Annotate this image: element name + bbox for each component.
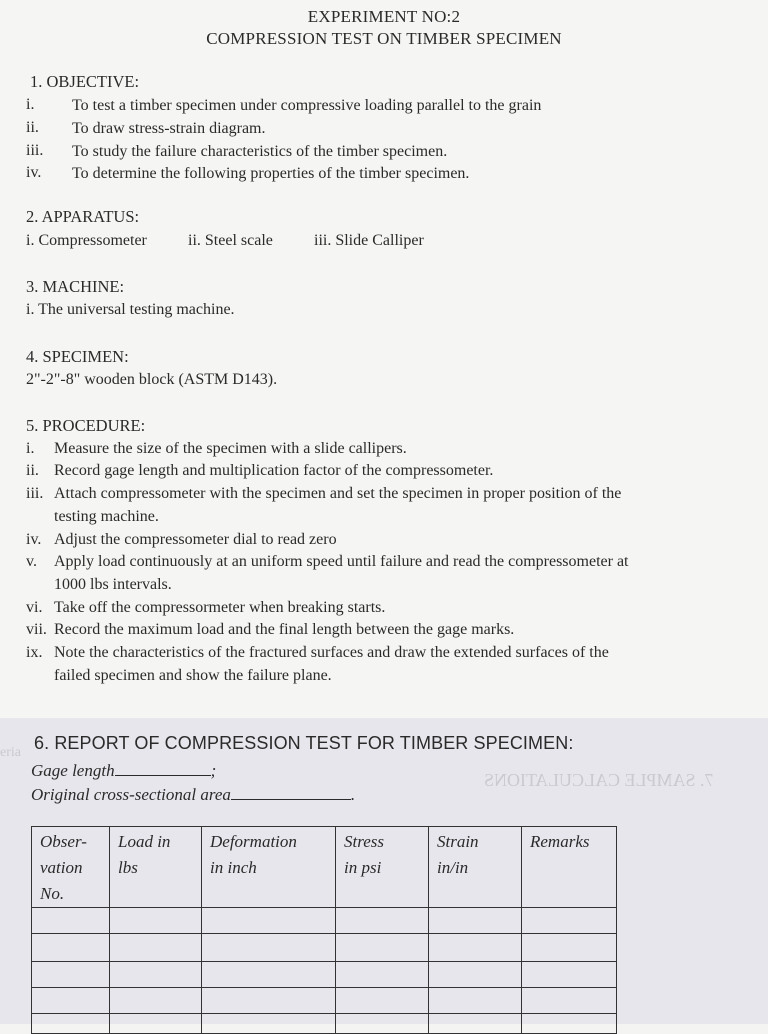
table-cell[interactable] <box>336 988 429 1014</box>
objective-item-number: iv. <box>26 164 42 181</box>
gage-length-label: Gage length <box>31 761 115 780</box>
header-line: Remarks <box>530 832 590 851</box>
apparatus-item: ii. Steel scale <box>188 232 273 249</box>
table-cell[interactable] <box>522 962 617 988</box>
procedure-step-text: Measure the size of the specimen with a slide callipers. <box>54 440 407 457</box>
header-line: Load in <box>118 832 171 851</box>
header-line: vation <box>40 858 83 877</box>
procedure-step-number: ix. <box>26 644 43 661</box>
table-cell[interactable] <box>202 988 336 1014</box>
table-cell[interactable] <box>110 962 202 988</box>
bleed-through-text: eria <box>0 745 21 760</box>
header-line: Strain <box>437 832 479 851</box>
table-header-row <box>32 827 617 908</box>
table-row <box>32 962 617 988</box>
objective-item-text: To test a timber specimen under compressive loading parallel to the grain <box>72 97 542 114</box>
procedure-step-number: ii. <box>26 462 39 479</box>
table-cell[interactable] <box>336 934 429 962</box>
table-cell[interactable] <box>429 934 522 962</box>
table-cell[interactable] <box>32 962 110 988</box>
report-heading: 6. REPORT OF COMPRESSION TEST FOR TIMBER SPECIMEN: <box>34 733 574 753</box>
procedure-step-text: Take off the compressormeter when breaking starts. <box>54 599 386 616</box>
objective-item-text: To determine the following properties of the timber specimen. <box>72 165 470 182</box>
procedure-step-text: Attach compressometer with the specimen and set the specimen in proper position of the <box>54 485 622 502</box>
table-row <box>32 934 617 962</box>
apparatus-item: iii. Slide Calliper <box>314 232 424 249</box>
objective-heading: 1. OBJECTIVE: <box>30 72 140 91</box>
table-cell[interactable] <box>429 962 522 988</box>
header-strain <box>429 827 522 908</box>
procedure-step-text: Adjust the compressometer dial to read zero <box>54 531 337 548</box>
gage-length-suffix: ; <box>210 761 217 780</box>
procedure-step-text-continued: testing machine. <box>54 508 159 525</box>
header-observation-no <box>32 827 110 908</box>
procedure-step-number: v. <box>26 553 37 570</box>
apparatus-heading: 2. APPARATUS: <box>26 207 140 226</box>
header-line: lbs <box>118 858 138 877</box>
table-cell[interactable] <box>202 962 336 988</box>
apparatus-item: i. Compressometer <box>26 232 147 249</box>
table-cell[interactable] <box>110 934 202 962</box>
objective-item-text: To study the failure characteristics of the timber specimen. <box>72 143 448 160</box>
specimen-item: 2"-2"-8" wooden block (ASTM D143). <box>26 371 278 388</box>
experiment-title: COMPRESSION TEST ON TIMBER SPECIMEN <box>206 29 562 48</box>
experiment-number: EXPERIMENT NO:2 <box>307 7 461 26</box>
objective-item-number: ii. <box>26 119 39 136</box>
cross-section-area-label: Original cross-sectional area <box>31 785 231 804</box>
header-remarks <box>522 827 617 908</box>
table-cell[interactable] <box>202 908 336 934</box>
procedure-step-number: i. <box>26 440 35 457</box>
procedure-step-number: iii. <box>26 485 44 502</box>
procedure-step-text: Record gage length and multiplication factor of the compressometer. <box>54 462 494 479</box>
procedure-step-text-continued: failed specimen and show the failure plane. <box>54 667 332 684</box>
header-line: Obser- <box>40 832 87 851</box>
header-line: Deformation <box>210 832 297 851</box>
table-cell[interactable] <box>110 988 202 1014</box>
table-cell[interactable] <box>522 988 617 1014</box>
table-cell[interactable] <box>429 908 522 934</box>
table-cell[interactable] <box>429 988 522 1014</box>
cross-section-area-line <box>31 785 355 805</box>
procedure-step-number: vii. <box>26 621 47 638</box>
procedure-heading: 5. PROCEDURE: <box>26 416 146 435</box>
header-line: in inch <box>210 858 257 877</box>
table-row <box>32 988 617 1014</box>
table-cell[interactable] <box>522 908 617 934</box>
machine-heading: 3. MACHINE: <box>26 277 125 296</box>
procedure-step-text: Record the maximum load and the final length between the gage marks. <box>54 621 515 638</box>
table-cell[interactable] <box>32 934 110 962</box>
header-line: in/in <box>437 858 469 877</box>
header-line: Stress <box>344 832 384 851</box>
procedure-step-text: Apply load continuously at an uniform speed until failure and read the compressometer at <box>54 553 629 570</box>
objective-item-number: iii. <box>26 142 44 159</box>
report-table <box>31 826 617 1034</box>
specimen-heading: 4. SPECIMEN: <box>26 347 129 366</box>
cross-section-area-blank[interactable] <box>231 785 351 800</box>
header-line: in psi <box>344 858 382 877</box>
table-cell[interactable] <box>32 908 110 934</box>
procedure-step-text-continued: 1000 lbs intervals. <box>54 576 172 593</box>
gage-length-line <box>31 761 216 781</box>
procedure-step-text: Note the characteristics of the fractured surfaces and draw the extended surfaces of the <box>54 644 609 661</box>
header-deformation <box>202 827 336 908</box>
table-cell[interactable] <box>32 988 110 1014</box>
cross-section-area-suffix: . <box>350 785 356 804</box>
objective-item-text: To draw stress-strain diagram. <box>72 120 266 137</box>
gage-length-blank[interactable] <box>115 761 211 776</box>
machine-item: i. The universal testing machine. <box>26 301 235 318</box>
header-stress <box>336 827 429 908</box>
header-load <box>110 827 202 908</box>
table-cell[interactable] <box>202 934 336 962</box>
table-cell[interactable] <box>110 908 202 934</box>
objective-item-number: i. <box>26 96 35 113</box>
table-cell[interactable] <box>336 962 429 988</box>
table-cell[interactable] <box>336 908 429 934</box>
mirrored-bleed-through-text: 7. SAMPLE CALCULATIONS <box>484 770 714 790</box>
table-cell[interactable] <box>522 934 617 962</box>
procedure-step-number: vi. <box>26 599 43 616</box>
table-row <box>32 908 617 934</box>
header-line: No. <box>40 884 65 903</box>
procedure-step-number: iv. <box>26 531 42 548</box>
